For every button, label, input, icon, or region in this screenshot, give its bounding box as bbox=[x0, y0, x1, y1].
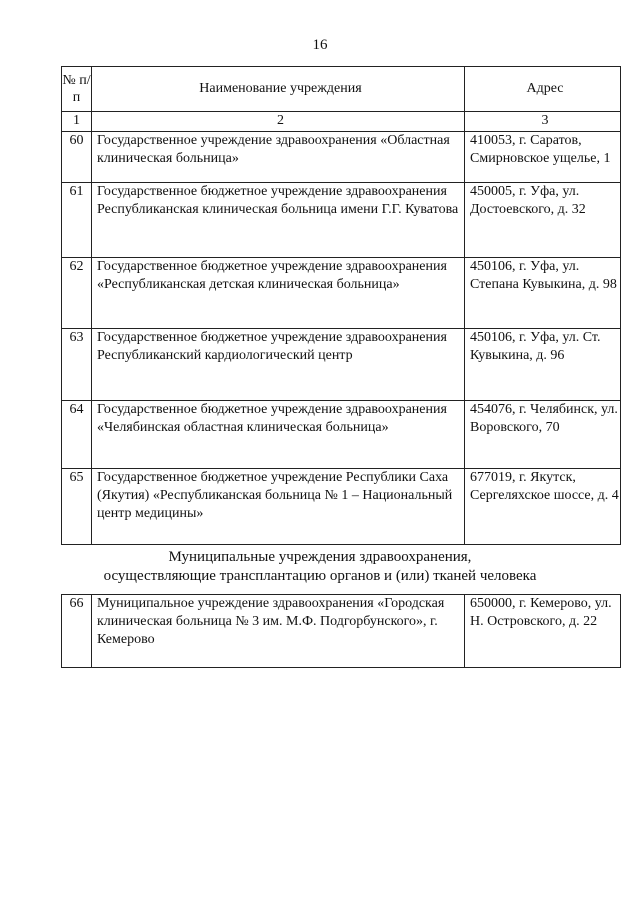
institution-address: 650000, г. Кемерово, ул. Н. Островского, д. 22 bbox=[465, 595, 621, 668]
table-header-row bbox=[62, 67, 621, 112]
row-number: 60 bbox=[62, 132, 92, 183]
table-row bbox=[62, 401, 621, 469]
municipal-institutions-table bbox=[61, 594, 621, 668]
header-address-cell: Адрес bbox=[465, 67, 621, 112]
column-index: 3 bbox=[465, 112, 621, 132]
institution-name: Муниципальное учреждение здравоохранения «Городская клиническая больница № 3 им. М.Ф. Подгорбунского», г. Кемерово bbox=[92, 595, 465, 668]
table-row bbox=[62, 469, 621, 545]
institution-name: Государственное учреждение здравоохранения «Областная клиническая больница» bbox=[92, 132, 465, 183]
section-title-line: осуществляющие трансплантацию органов и (или) тканей человека bbox=[103, 568, 537, 584]
institution-name: Государственное бюджетное учреждение здравоохранения «Челябинская областная клиническая больница» bbox=[92, 401, 465, 469]
institution-name: Государственное бюджетное учреждение здравоохранения «Республиканская детская клиническая больница» bbox=[92, 258, 465, 329]
row-number: 61 bbox=[62, 183, 92, 258]
row-number: 64 bbox=[62, 401, 92, 469]
row-number: 63 bbox=[62, 329, 92, 401]
section-title bbox=[0, 548, 640, 586]
page-number: 16 bbox=[312, 37, 328, 53]
institution-address: 450106, г. Уфа, ул. Степана Кувыкина, д. 98 bbox=[465, 258, 621, 329]
header-number-cell: № п/п bbox=[62, 67, 92, 112]
column-index: 2 bbox=[92, 112, 465, 132]
table-row bbox=[62, 132, 621, 183]
institution-address: 450005, г. Уфа, ул. Достоевского, д. 32 bbox=[465, 183, 621, 258]
institution-address: 454076, г. Челябинск, ул. Воровского, 70 bbox=[465, 401, 621, 469]
table-row bbox=[62, 595, 621, 668]
institution-name: Государственное бюджетное учреждение Республики Саха (Якутия) «Республиканская больница № 1 – Национальный центр медицины» bbox=[92, 469, 465, 545]
row-number: 62 bbox=[62, 258, 92, 329]
table-row bbox=[62, 183, 621, 258]
institution-name: Государственное бюджетное учреждение здравоохранения Республиканский кардиологический центр bbox=[92, 329, 465, 401]
header-name-cell: Наименование учреждения bbox=[92, 67, 465, 112]
institutions-table bbox=[61, 66, 621, 545]
row-number: 65 bbox=[62, 469, 92, 545]
section-title-line: Муниципальные учреждения здравоохранения, bbox=[168, 549, 472, 565]
row-number: 66 bbox=[62, 595, 92, 668]
column-index: 1 bbox=[62, 112, 92, 132]
institution-name: Государственное бюджетное учреждение здравоохранения Республиканская клиническая больница имени Г.Г. Куватова bbox=[92, 183, 465, 258]
institution-address: 410053, г. Саратов, Смирновское ущелье, 1 bbox=[465, 132, 621, 183]
institution-address: 450106, г. Уфа, ул. Ст. Кувыкина, д. 96 bbox=[465, 329, 621, 401]
column-index-row bbox=[62, 112, 621, 132]
table-row bbox=[62, 329, 621, 401]
institution-address: 677019, г. Якутск, Сергеляхское шоссе, д. 4 bbox=[465, 469, 621, 545]
table-row bbox=[62, 258, 621, 329]
